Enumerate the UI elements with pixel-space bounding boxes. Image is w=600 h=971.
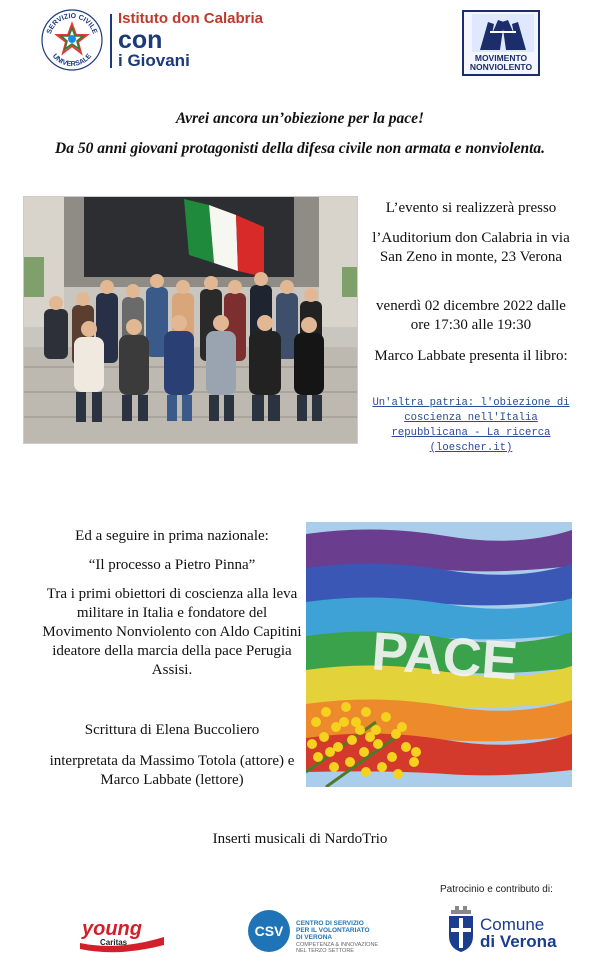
comune-line2: di Verona xyxy=(480,932,557,951)
premiere-performers: interpretata da Massimo Totola (attore) e Marco Labbate (lettore) xyxy=(49,753,295,788)
young-word: young xyxy=(82,918,142,940)
svg-text:UNIVERSALE: UNIVERSALE xyxy=(50,52,94,69)
young-caritas-sub: Caritas xyxy=(100,938,128,947)
mimosa-blossom xyxy=(307,739,317,749)
mimosa-blossom xyxy=(359,747,369,757)
mimosa-blossom xyxy=(373,739,383,749)
csv-line: NEL TERZO SETTORE xyxy=(296,948,354,954)
pace-word: PACE xyxy=(369,621,520,692)
headline-question: Avrei ancora un’obiezione per la pace! xyxy=(175,110,425,127)
event-datetime: venerdì 02 dicembre 2022 dalle ore 17:30 alle 19:30 xyxy=(376,298,566,333)
csv-line: COMPETENZA & INNOVAZIONE xyxy=(296,942,379,948)
sponsor-label: Patrocinio e contributo di: xyxy=(440,884,553,895)
csv-line: PER IL VOLONTARIATO xyxy=(296,927,370,934)
raised-hands-icon xyxy=(472,14,534,52)
mimosa-blossom xyxy=(321,707,331,717)
mimosa-blossom xyxy=(393,769,403,779)
pace-flag-illustration xyxy=(306,522,572,787)
mimosa-blossom xyxy=(377,762,387,772)
csv-line: DI VERONA xyxy=(296,934,333,941)
mimosa-blossom xyxy=(397,722,407,732)
brand-istituto: Istituto don Calabria xyxy=(118,10,264,27)
mimosa-blossom xyxy=(347,735,357,745)
csv-circle: CSV xyxy=(248,910,290,952)
csv-verona-logo xyxy=(248,908,379,954)
movimento-nonviolento-box xyxy=(462,10,540,76)
mimosa-blossom xyxy=(409,757,419,767)
group-photo xyxy=(23,196,358,444)
group-photo-illustration xyxy=(24,197,358,444)
csv-line: CENTRO DI SERVIZIO xyxy=(296,920,364,927)
istituto-con-i-giovani-logo xyxy=(40,8,264,74)
premiere-title: “Il processo a Pietro Pinna” xyxy=(88,557,256,573)
mimosa-blossom xyxy=(361,707,371,717)
mimosa-blossom xyxy=(325,747,335,757)
mimosa-blossom xyxy=(365,732,375,742)
musical-inserts: Inserti musicali di NardoTrio xyxy=(212,831,388,847)
mimosa-blossom xyxy=(341,702,351,712)
event-intro: L’evento si realizzerà presso xyxy=(385,200,557,216)
brand-divider xyxy=(110,14,112,68)
movimento-line1: MOVIMENTO xyxy=(474,53,528,63)
mimosa-blossom xyxy=(361,767,371,777)
mimosa-blossom xyxy=(339,717,349,727)
mimosa-blossom xyxy=(387,752,397,762)
movimento-nonviolento-logo xyxy=(462,10,540,76)
event-presenter: Marco Labbate presenta il libro: xyxy=(374,348,568,364)
headline-subtitle: Da 50 anni giovani protagonisti della difesa civile non armata e nonviolenta. xyxy=(55,140,545,157)
young-caritas-logo xyxy=(78,913,168,953)
pace-flag-photo xyxy=(306,522,572,787)
premiere-description: Tra i primi obiettori di coscienza alla leva militare in Italia e fondatore del Movimento Nonviolento con Aldo Capitini ideatore della marcia della pace Perugia Assisi. xyxy=(42,586,302,678)
mimosa-blossom xyxy=(355,725,365,735)
mimosa-blossom xyxy=(311,717,321,727)
mimosa-blossom xyxy=(381,712,391,722)
young-caritas-mark xyxy=(78,913,168,953)
comune-di-verona-logo xyxy=(448,902,568,954)
comune-line1: Comune xyxy=(480,915,545,934)
servizio-civile-seal-icon xyxy=(40,8,104,72)
movimento-line2: NONVIOLENTO xyxy=(469,62,533,72)
svg-text:SERVIZIO CIVILE: SERVIZIO CIVILE xyxy=(45,12,99,35)
mimosa-blossom xyxy=(411,747,421,757)
brand-con: con xyxy=(118,26,163,54)
mimosa-blossom xyxy=(329,762,339,772)
premiere-writer: Scrittura di Elena Buccoliero xyxy=(84,722,260,738)
mimosa-blossom xyxy=(401,742,411,752)
movimento-nonviolento-text xyxy=(464,54,538,72)
verona-crest-icon xyxy=(448,906,474,952)
mimosa-blossom xyxy=(345,757,355,767)
event-venue: l’Auditorium don Calabria in via San Zeno in monte, 23 Verona xyxy=(372,230,570,265)
mimosa-blossom xyxy=(319,732,329,742)
mimosa-blossom xyxy=(313,752,323,762)
book-link[interactable]: Un'altra patria: l'obiezione di coscienza nell'Italia repubblicana - La ricerca (loescher.it) xyxy=(372,397,570,454)
premiere-intro: Ed a seguire in prima nazionale: xyxy=(75,528,269,544)
brand-giovani: i Giovani xyxy=(118,51,190,70)
